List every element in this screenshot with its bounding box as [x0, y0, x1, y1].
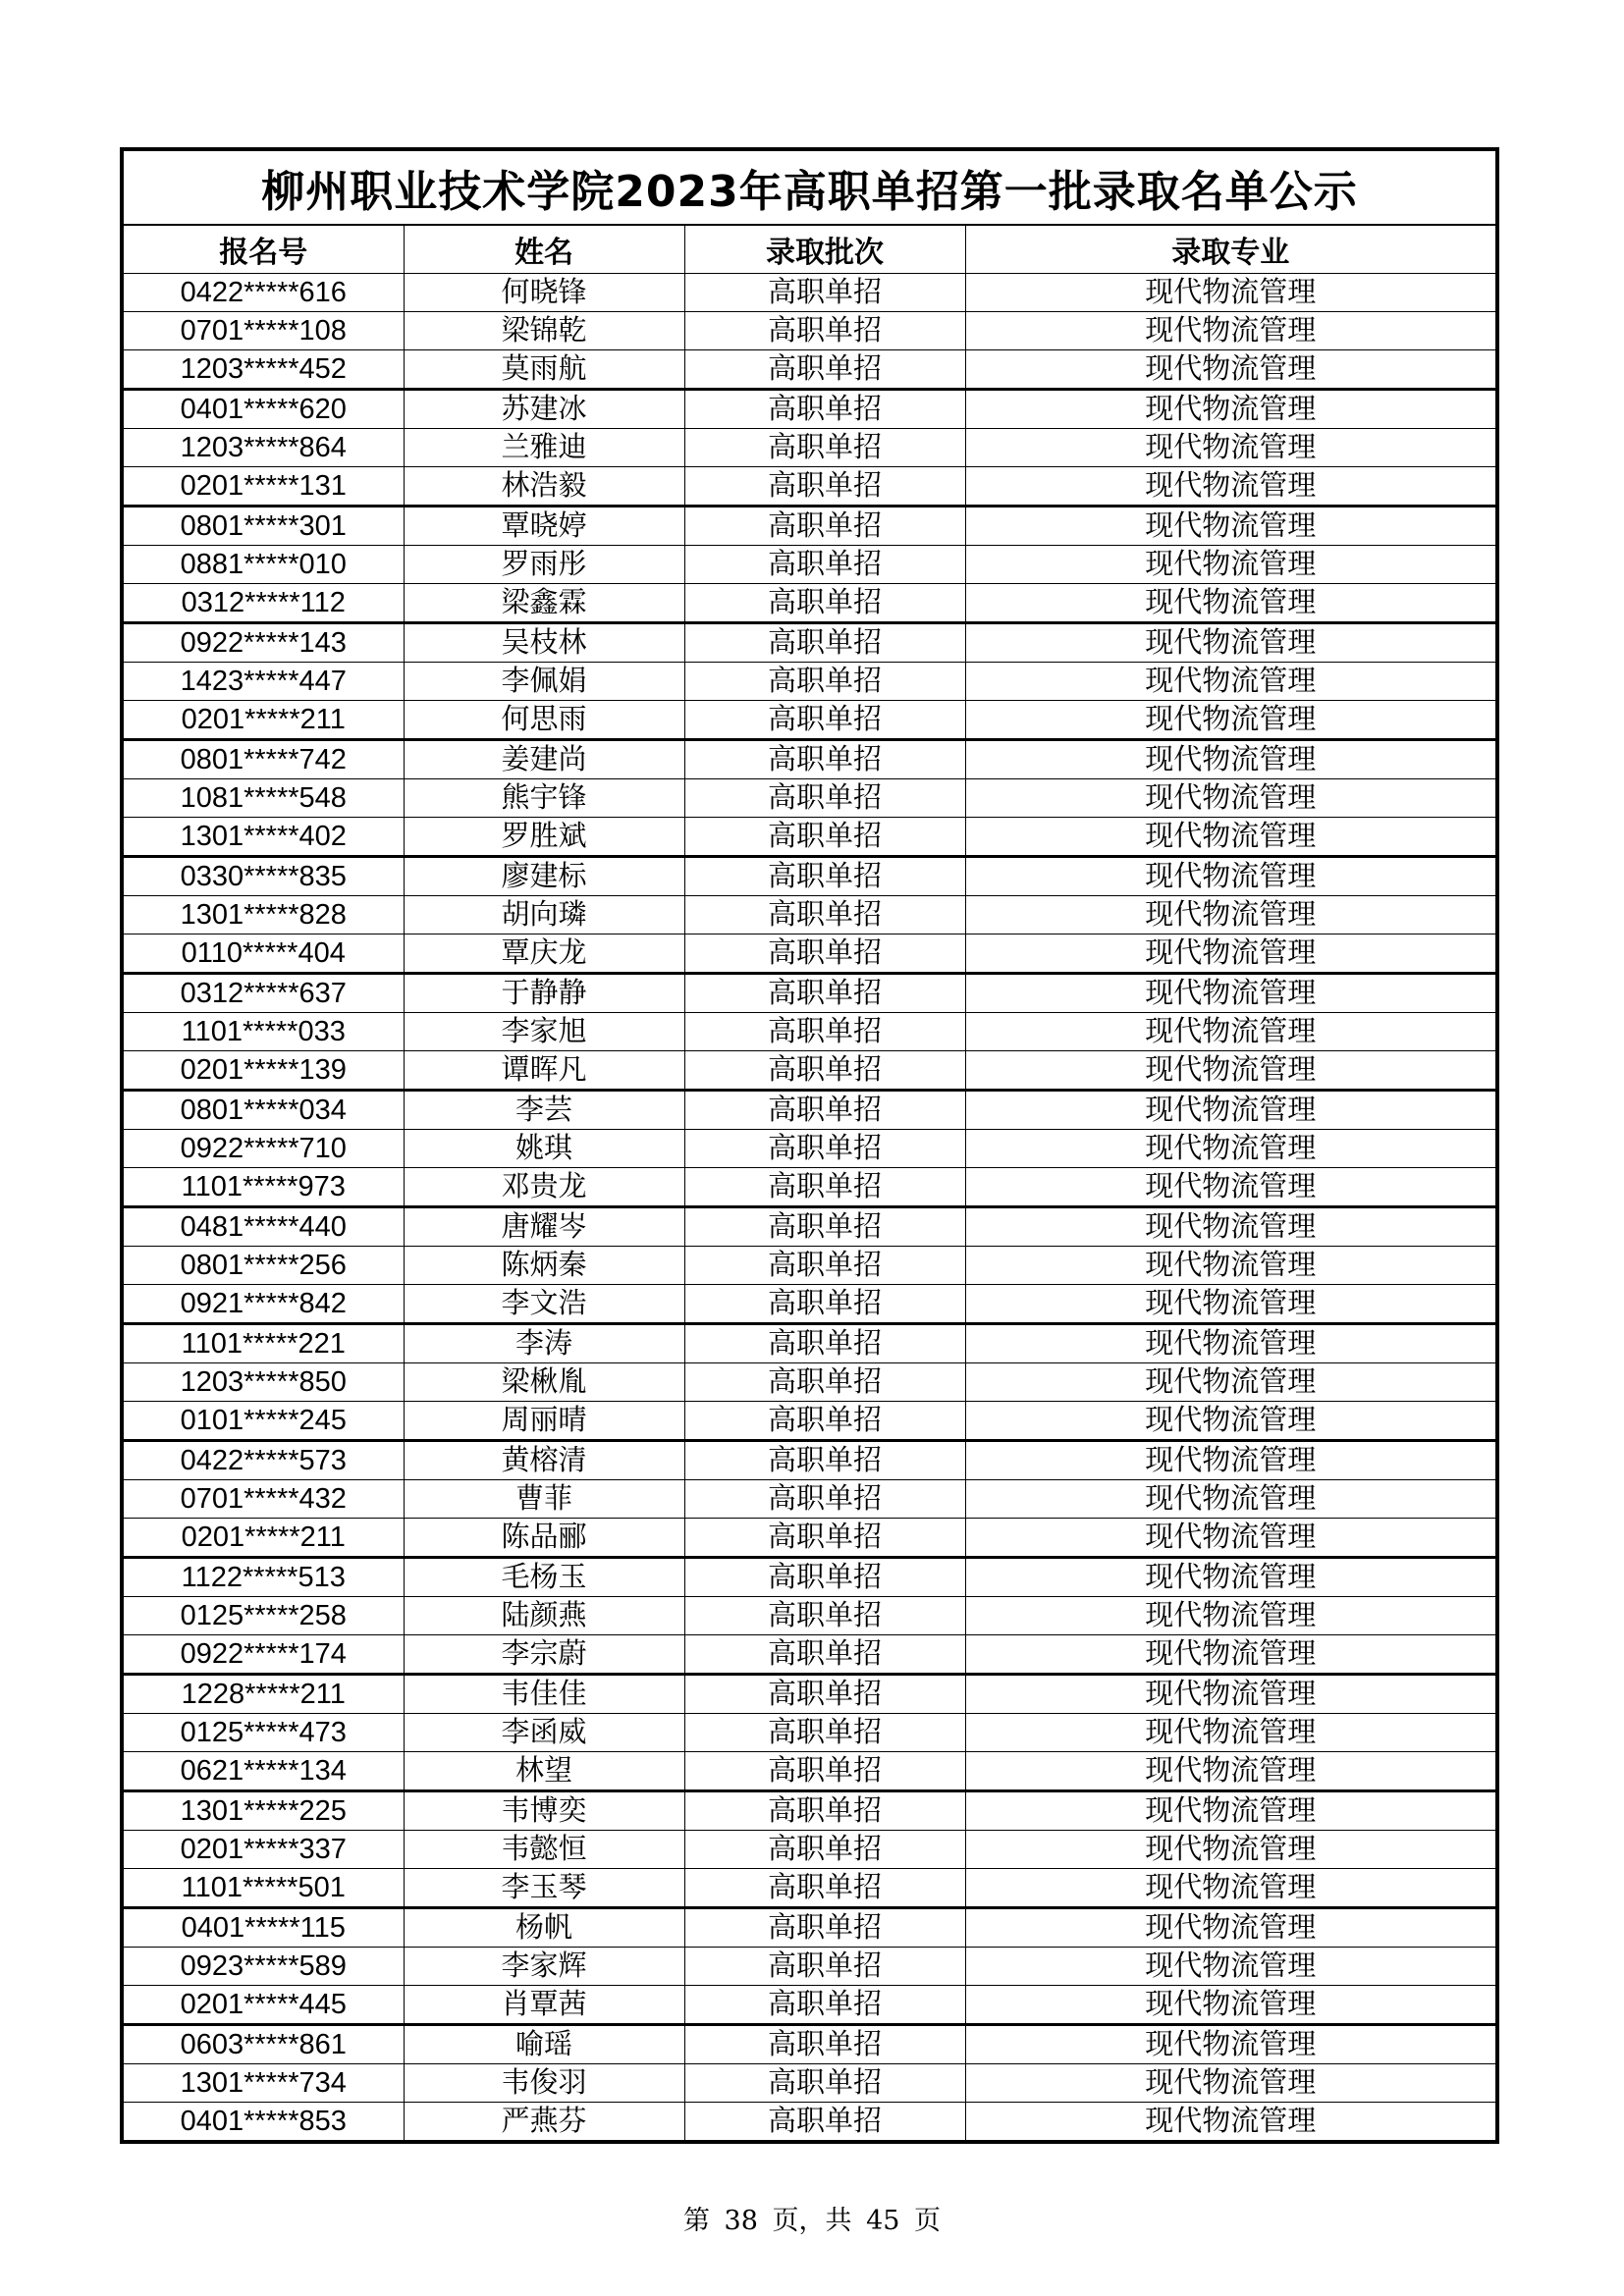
admission-batch-cell: 高职单招	[684, 1207, 965, 1247]
admission-batch-cell: 高职单招	[684, 818, 965, 857]
student-name-cell: 周丽晴	[404, 1402, 684, 1441]
student-name-cell: 毛杨玉	[404, 1558, 684, 1597]
registration-number-cell: 1301*****734	[124, 2064, 404, 2103]
student-name-cell: 李文浩	[404, 1285, 684, 1324]
table-row	[124, 623, 1495, 663]
admission-major-cell: 现代物流管理	[965, 274, 1495, 312]
table-row	[124, 1986, 1495, 2025]
admission-major-cell: 现代物流管理	[965, 934, 1495, 974]
registration-number-cell: 1203*****452	[124, 350, 404, 390]
registration-number-cell: 0401*****853	[124, 2103, 404, 2141]
student-name-cell: 于静静	[404, 974, 684, 1013]
admission-major-cell: 现代物流管理	[965, 350, 1495, 390]
student-name-cell: 陈炳秦	[404, 1247, 684, 1285]
table-row	[124, 1441, 1495, 1480]
admission-major-cell: 现代物流管理	[965, 1558, 1495, 1597]
student-name-cell: 吴枝林	[404, 623, 684, 663]
table-row	[124, 429, 1495, 467]
admission-batch-cell: 高职单招	[684, 1869, 965, 1908]
table-row	[124, 1597, 1495, 1635]
admission-batch-cell: 高职单招	[684, 1013, 965, 1051]
admission-batch-cell: 高职单招	[684, 1675, 965, 1714]
registration-number-cell: 0401*****620	[124, 390, 404, 429]
admission-major-cell: 现代物流管理	[965, 1402, 1495, 1441]
student-name-cell: 何晓锋	[404, 274, 684, 312]
registration-number-cell: 0101*****245	[124, 1402, 404, 1441]
admission-major-cell: 现代物流管理	[965, 1247, 1495, 1285]
admission-major-cell: 现代物流管理	[965, 1635, 1495, 1675]
page-number: 第 38 页，共 45 页	[682, 2206, 942, 2236]
student-name-cell: 唐耀岑	[404, 1207, 684, 1247]
student-name-cell: 李函威	[404, 1714, 684, 1752]
student-name-cell: 谭晖凡	[404, 1051, 684, 1091]
admission-major-cell: 现代物流管理	[965, 467, 1495, 507]
registration-number-cell: 0801*****256	[124, 1247, 404, 1285]
student-name-cell: 李芸	[404, 1091, 684, 1130]
admission-batch-cell: 高职单招	[684, 390, 965, 429]
admission-major-cell: 现代物流管理	[965, 1519, 1495, 1558]
admission-major-cell: 现代物流管理	[965, 2064, 1495, 2103]
admission-batch-cell: 高职单招	[684, 350, 965, 390]
admission-batch-cell: 高职单招	[684, 546, 965, 584]
student-name-cell: 陈品郦	[404, 1519, 684, 1558]
admission-batch-cell: 高职单招	[684, 1091, 965, 1130]
admission-major-cell: 现代物流管理	[965, 1948, 1495, 1986]
registration-number-cell: 0201*****211	[124, 701, 404, 740]
student-name-cell: 李玉琴	[404, 1869, 684, 1908]
registration-number-cell: 0922*****710	[124, 1130, 404, 1168]
admission-major-cell: 现代物流管理	[965, 974, 1495, 1013]
student-name-cell: 曹菲	[404, 1480, 684, 1519]
table-row	[124, 1013, 1495, 1051]
admission-major-cell: 现代物流管理	[965, 1051, 1495, 1091]
admission-major-cell: 现代物流管理	[965, 1013, 1495, 1051]
table-row	[124, 663, 1495, 701]
registration-number-cell: 0921*****842	[124, 1285, 404, 1324]
admission-batch-cell: 高职单招	[684, 701, 965, 740]
admission-batch-cell: 高职单招	[684, 312, 965, 350]
table-row	[124, 1091, 1495, 1130]
table-row	[124, 274, 1495, 312]
table-row	[124, 1402, 1495, 1441]
admission-batch-cell: 高职单招	[684, 1986, 965, 2025]
student-name-cell: 李家旭	[404, 1013, 684, 1051]
document-title: 柳州职业技术学院2023年高职单招第一批录取名单公示	[124, 151, 1495, 226]
admission-batch-cell: 高职单招	[684, 1635, 965, 1675]
student-name-cell: 韦懿恒	[404, 1831, 684, 1869]
student-name-cell: 覃庆龙	[404, 934, 684, 974]
student-name-cell: 李宗蔚	[404, 1635, 684, 1675]
table-row	[124, 1675, 1495, 1714]
admission-batch-cell: 高职单招	[684, 2064, 965, 2103]
column-header-name: 姓名	[404, 226, 684, 274]
admission-major-cell: 现代物流管理	[965, 1986, 1495, 2025]
student-name-cell: 林望	[404, 1752, 684, 1791]
admission-major-cell: 现代物流管理	[965, 1752, 1495, 1791]
table-row	[124, 1363, 1495, 1402]
admission-table	[124, 226, 1495, 2140]
registration-number-cell: 1301*****828	[124, 896, 404, 934]
student-name-cell: 覃晓婷	[404, 507, 684, 546]
admission-batch-cell: 高职单招	[684, 1285, 965, 1324]
student-name-cell: 熊宇锋	[404, 779, 684, 818]
admission-batch-cell: 高职单招	[684, 1714, 965, 1752]
admission-major-cell: 现代物流管理	[965, 896, 1495, 934]
student-name-cell: 梁楸胤	[404, 1363, 684, 1402]
admission-batch-cell: 高职单招	[684, 974, 965, 1013]
table-row	[124, 1207, 1495, 1247]
table-row	[124, 2103, 1495, 2141]
admission-major-cell: 现代物流管理	[965, 1597, 1495, 1635]
table-row	[124, 1168, 1495, 1207]
table-row	[124, 546, 1495, 584]
student-name-cell: 姚琪	[404, 1130, 684, 1168]
registration-number-cell: 1203*****850	[124, 1363, 404, 1402]
column-header-admission-batch: 录取批次	[684, 226, 965, 274]
student-name-cell: 姜建尚	[404, 740, 684, 779]
column-header-admission-major: 录取专业	[965, 226, 1495, 274]
admission-batch-cell: 高职单招	[684, 507, 965, 546]
table-row	[124, 740, 1495, 779]
table-row	[124, 1519, 1495, 1558]
student-name-cell: 喻瑶	[404, 2025, 684, 2064]
student-name-cell: 李佩娟	[404, 663, 684, 701]
table-row	[124, 1948, 1495, 1986]
admission-batch-cell: 高职单招	[684, 1168, 965, 1207]
table-row	[124, 701, 1495, 740]
student-name-cell: 兰雅迪	[404, 429, 684, 467]
admission-batch-cell: 高职单招	[684, 663, 965, 701]
admission-batch-cell: 高职单招	[684, 1752, 965, 1791]
registration-number-cell: 1423*****447	[124, 663, 404, 701]
admission-major-cell: 现代物流管理	[965, 740, 1495, 779]
registration-number-cell: 0801*****034	[124, 1091, 404, 1130]
table-body	[124, 274, 1495, 2141]
student-name-cell: 莫雨航	[404, 350, 684, 390]
admission-batch-cell: 高职单招	[684, 1831, 965, 1869]
admission-major-cell: 现代物流管理	[965, 1480, 1495, 1519]
admission-major-cell: 现代物流管理	[965, 1908, 1495, 1948]
table-row	[124, 1635, 1495, 1675]
student-name-cell: 梁鑫霖	[404, 584, 684, 623]
student-name-cell: 韦佳佳	[404, 1675, 684, 1714]
table-row	[124, 1908, 1495, 1948]
column-header-registration-number: 报名号	[124, 226, 404, 274]
table-row	[124, 1247, 1495, 1285]
registration-number-cell: 0125*****473	[124, 1714, 404, 1752]
student-name-cell: 韦博奕	[404, 1791, 684, 1831]
admission-major-cell: 现代物流管理	[965, 1714, 1495, 1752]
admission-major-cell: 现代物流管理	[965, 1831, 1495, 1869]
table-row	[124, 1714, 1495, 1752]
student-name-cell: 何思雨	[404, 701, 684, 740]
student-name-cell: 肖覃茜	[404, 1986, 684, 2025]
admission-major-cell: 现代物流管理	[965, 584, 1495, 623]
admission-major-cell: 现代物流管理	[965, 1869, 1495, 1908]
admission-major-cell: 现代物流管理	[965, 390, 1495, 429]
table-row	[124, 312, 1495, 350]
admission-batch-cell: 高职单招	[684, 1597, 965, 1635]
registration-number-cell: 0701*****108	[124, 312, 404, 350]
admission-major-cell: 现代物流管理	[965, 546, 1495, 584]
admission-batch-cell: 高职单招	[684, 896, 965, 934]
registration-number-cell: 1101*****501	[124, 1869, 404, 1908]
admission-batch-cell: 高职单招	[684, 1130, 965, 1168]
registration-number-cell: 1122*****513	[124, 1558, 404, 1597]
registration-number-cell: 0922*****174	[124, 1635, 404, 1675]
admission-major-cell: 现代物流管理	[965, 1675, 1495, 1714]
admission-batch-cell: 高职单招	[684, 2025, 965, 2064]
student-name-cell: 罗雨彤	[404, 546, 684, 584]
table-row	[124, 2064, 1495, 2103]
admission-batch-cell: 高职单招	[684, 1791, 965, 1831]
student-name-cell: 李家辉	[404, 1948, 684, 1986]
table-row	[124, 1480, 1495, 1519]
registration-number-cell: 0201*****131	[124, 467, 404, 507]
admission-batch-cell: 高职单招	[684, 623, 965, 663]
student-name-cell: 梁锦乾	[404, 312, 684, 350]
student-name-cell: 苏建冰	[404, 390, 684, 429]
admission-major-cell: 现代物流管理	[965, 2025, 1495, 2064]
table-row	[124, 1869, 1495, 1908]
table-row	[124, 974, 1495, 1013]
student-name-cell: 杨帆	[404, 1908, 684, 1948]
registration-number-cell: 0422*****616	[124, 274, 404, 312]
admission-major-cell: 现代物流管理	[965, 779, 1495, 818]
registration-number-cell: 0481*****440	[124, 1207, 404, 1247]
registration-number-cell: 0201*****139	[124, 1051, 404, 1091]
student-name-cell: 罗胜斌	[404, 818, 684, 857]
student-name-cell: 陆颜燕	[404, 1597, 684, 1635]
registration-number-cell: 1301*****225	[124, 1791, 404, 1831]
registration-number-cell: 0881*****010	[124, 546, 404, 584]
table-row	[124, 507, 1495, 546]
registration-number-cell: 0125*****258	[124, 1597, 404, 1635]
admission-batch-cell: 高职单招	[684, 274, 965, 312]
admission-major-cell: 现代物流管理	[965, 623, 1495, 663]
admission-major-cell: 现代物流管理	[965, 1130, 1495, 1168]
admission-batch-cell: 高职单招	[684, 467, 965, 507]
registration-number-cell: 0701*****432	[124, 1480, 404, 1519]
admission-major-cell: 现代物流管理	[965, 2103, 1495, 2141]
registration-number-cell: 1301*****402	[124, 818, 404, 857]
table-row	[124, 2025, 1495, 2064]
admission-major-cell: 现代物流管理	[965, 701, 1495, 740]
registration-number-cell: 0801*****301	[124, 507, 404, 546]
admission-batch-cell: 高职单招	[684, 1324, 965, 1363]
table-row	[124, 1130, 1495, 1168]
table-row	[124, 818, 1495, 857]
student-name-cell: 林浩毅	[404, 467, 684, 507]
table-row	[124, 934, 1495, 974]
admission-major-cell: 现代物流管理	[965, 1285, 1495, 1324]
admission-batch-cell: 高职单招	[684, 584, 965, 623]
table-row	[124, 1791, 1495, 1831]
admission-batch-cell: 高职单招	[684, 934, 965, 974]
table-row	[124, 896, 1495, 934]
registration-number-cell: 0603*****861	[124, 2025, 404, 2064]
student-name-cell: 廖建标	[404, 857, 684, 896]
registration-number-cell: 0923*****589	[124, 1948, 404, 1986]
admission-major-cell: 现代物流管理	[965, 1324, 1495, 1363]
admission-batch-cell: 高职单招	[684, 429, 965, 467]
admission-major-cell: 现代物流管理	[965, 1207, 1495, 1247]
admission-batch-cell: 高职单招	[684, 1441, 965, 1480]
table-row	[124, 1831, 1495, 1869]
registration-number-cell: 0201*****445	[124, 1986, 404, 2025]
table-row	[124, 1051, 1495, 1091]
admission-batch-cell: 高职单招	[684, 1363, 965, 1402]
registration-number-cell: 0922*****143	[124, 623, 404, 663]
admission-batch-cell: 高职单招	[684, 779, 965, 818]
admission-batch-cell: 高职单招	[684, 2103, 965, 2141]
admission-batch-cell: 高职单招	[684, 1908, 965, 1948]
registration-number-cell: 1228*****211	[124, 1675, 404, 1714]
registration-number-cell: 0801*****742	[124, 740, 404, 779]
table-row	[124, 350, 1495, 390]
admission-list-sheet	[120, 147, 1499, 2144]
student-name-cell: 黄榕清	[404, 1441, 684, 1480]
admission-batch-cell: 高职单招	[684, 1402, 965, 1441]
admission-batch-cell: 高职单招	[684, 740, 965, 779]
student-name-cell: 邓贵龙	[404, 1168, 684, 1207]
admission-major-cell: 现代物流管理	[965, 429, 1495, 467]
table-row	[124, 390, 1495, 429]
registration-number-cell: 0312*****637	[124, 974, 404, 1013]
admission-major-cell: 现代物流管理	[965, 1791, 1495, 1831]
admission-major-cell: 现代物流管理	[965, 1441, 1495, 1480]
admission-major-cell: 现代物流管理	[965, 857, 1495, 896]
table-row	[124, 584, 1495, 623]
table-row	[124, 779, 1495, 818]
table-row	[124, 857, 1495, 896]
table-row	[124, 1752, 1495, 1791]
table-row	[124, 1285, 1495, 1324]
table-row	[124, 467, 1495, 507]
student-name-cell: 严燕芬	[404, 2103, 684, 2141]
admission-major-cell: 现代物流管理	[965, 818, 1495, 857]
table-row	[124, 1558, 1495, 1597]
registration-number-cell: 1101*****973	[124, 1168, 404, 1207]
registration-number-cell: 1081*****548	[124, 779, 404, 818]
student-name-cell: 胡向璘	[404, 896, 684, 934]
registration-number-cell: 1101*****033	[124, 1013, 404, 1051]
admission-major-cell: 现代物流管理	[965, 312, 1495, 350]
admission-batch-cell: 高职单招	[684, 1519, 965, 1558]
table-header-row	[124, 226, 1495, 274]
admission-major-cell: 现代物流管理	[965, 507, 1495, 546]
admission-major-cell: 现代物流管理	[965, 663, 1495, 701]
admission-batch-cell: 高职单招	[684, 1247, 965, 1285]
student-name-cell: 李涛	[404, 1324, 684, 1363]
admission-batch-cell: 高职单招	[684, 1558, 965, 1597]
registration-number-cell: 1101*****221	[124, 1324, 404, 1363]
admission-major-cell: 现代物流管理	[965, 1168, 1495, 1207]
student-name-cell: 韦俊羽	[404, 2064, 684, 2103]
registration-number-cell: 0201*****337	[124, 1831, 404, 1869]
registration-number-cell: 0330*****835	[124, 857, 404, 896]
registration-number-cell: 0201*****211	[124, 1519, 404, 1558]
registration-number-cell: 0401*****115	[124, 1908, 404, 1948]
admission-batch-cell: 高职单招	[684, 1480, 965, 1519]
table-row	[124, 1324, 1495, 1363]
registration-number-cell: 1203*****864	[124, 429, 404, 467]
registration-number-cell: 0621*****134	[124, 1752, 404, 1791]
registration-number-cell: 0422*****573	[124, 1441, 404, 1480]
admission-batch-cell: 高职单招	[684, 857, 965, 896]
admission-batch-cell: 高职单招	[684, 1051, 965, 1091]
admission-major-cell: 现代物流管理	[965, 1363, 1495, 1402]
admission-major-cell: 现代物流管理	[965, 1091, 1495, 1130]
admission-batch-cell: 高职单招	[684, 1948, 965, 1986]
registration-number-cell: 0312*****112	[124, 584, 404, 623]
registration-number-cell: 0110*****404	[124, 934, 404, 974]
